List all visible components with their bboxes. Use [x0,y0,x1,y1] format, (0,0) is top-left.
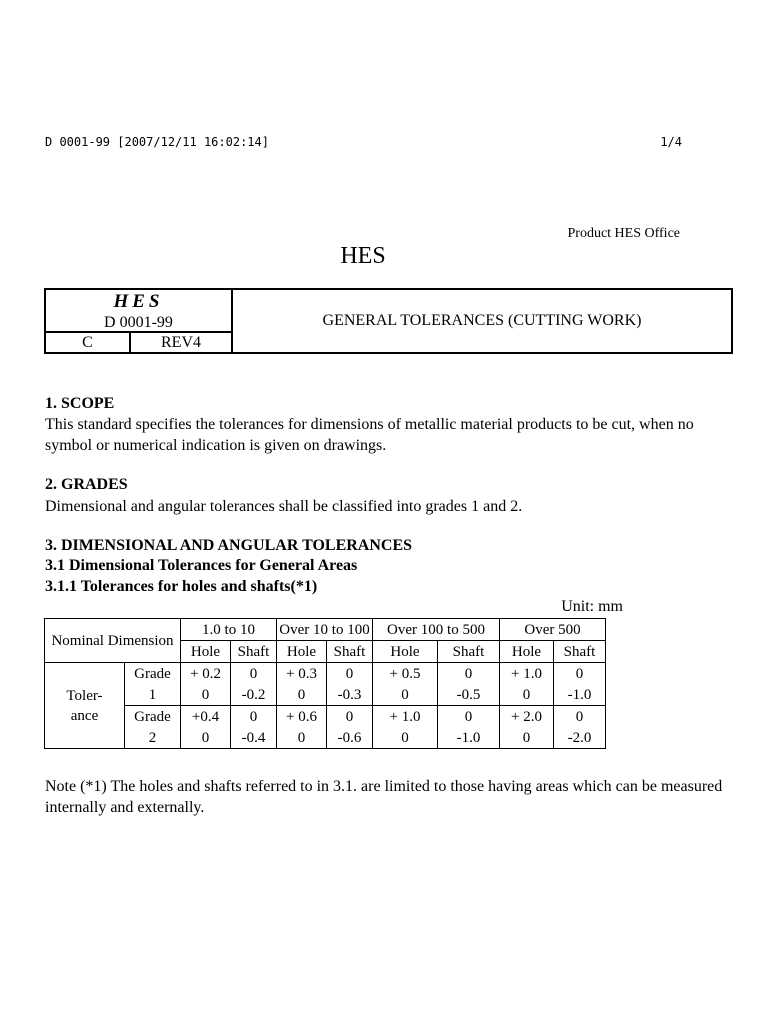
cell-value: 0 [554,663,606,685]
cell-value: 0 [327,706,373,728]
page-title: HES [340,243,386,269]
cell-value: 0 [373,727,438,749]
table-row [45,684,606,706]
cell-value: 0 [277,684,327,706]
cell-value: -1.0 [438,727,500,749]
range-header: 1.0 to 10 [181,619,277,641]
section-text-grades: Dimensional and angular tolerances shall be classified into grades 1 and 2. [45,498,523,515]
cell-value: -0.2 [231,684,277,706]
cell-value: -2.0 [554,727,606,749]
table-header-row [45,619,606,641]
cell-value: + 0.2 [181,663,231,685]
cell-value: +0.4 [181,706,231,728]
cell-value: 0 [181,727,231,749]
tolerance-table [44,618,606,749]
document-stamp: D 0001-99 [2007/12/11 16:02:14] [45,135,269,149]
cell-value: + 0.6 [277,706,327,728]
cell-value: + 1.0 [373,706,438,728]
hes-logo: HES [113,291,164,312]
shaft-header: Shaft [554,641,606,663]
document-id-panel [46,290,233,352]
section-heading-scope: 1. SCOPE [45,395,115,412]
cell-value: 0 [327,663,373,685]
cell-value: 0 [500,727,554,749]
subsection-heading-holes-shafts: 3.1.1 Tolerances for holes and shafts(*1) [45,578,318,595]
subsection-heading-general-areas: 3.1 Dimensional Tolerances for General Areas [45,557,358,574]
tolerance-row-label [45,663,125,749]
grade-number: 1 [125,684,181,706]
document-info-box [44,288,733,354]
hole-header: Hole [373,641,438,663]
range-header: Over 100 to 500 [373,619,500,641]
cell-value: -1.0 [554,684,606,706]
shaft-header: Shaft [231,641,277,663]
hole-header: Hole [181,641,231,663]
corner-header: Nominal Dimension [45,619,181,663]
grade-label: Grade [125,706,181,728]
cell-value: + 0.3 [277,663,327,685]
cell-value: 0 [231,706,277,728]
cell-value: 0 [277,727,327,749]
cell-value: -0.3 [327,684,373,706]
document-subject: GENERAL TOLERANCES (CUTTING WORK) [322,312,642,329]
cell-value: + 1.0 [500,663,554,685]
table-unit: Unit: mm [561,598,623,615]
cell-value: -0.4 [231,727,277,749]
page-number: 1/4 [660,135,682,149]
document-code: D 0001-99 [104,314,173,331]
shaft-header: Shaft [438,641,500,663]
class-revision-row [46,331,231,352]
grade-label: Grade [125,663,181,685]
cell-value: 0 [181,684,231,706]
cell-value: 0 [500,684,554,706]
shaft-header: Shaft [327,641,373,663]
document-revision: REV4 [161,334,201,351]
range-header: Over 10 to 100 [277,619,373,641]
section-text-scope: This standard specifies the tolerances for dimensions of metallic material products to be cut, when no symbol or numerical indication is given on drawings. [45,416,694,454]
cell-value: 0 [373,684,438,706]
section-heading-grades: 2. GRADES [45,476,128,493]
range-header: Over 500 [500,619,606,641]
hole-header: Hole [277,641,327,663]
table-row [45,727,606,749]
tolerance-label-line: Toler- [66,687,103,704]
cell-value: + 2.0 [500,706,554,728]
cell-value: 0 [231,663,277,685]
cell-value: -0.6 [327,727,373,749]
cell-value: -0.5 [438,684,500,706]
table-row [45,706,606,728]
issuer-office: Product HES Office [567,226,680,241]
table-row [45,663,606,685]
document-class: C [46,333,131,352]
table-footnote: Note (*1) The holes and shafts referred to in 3.1. are limited to those having areas which can be measured internally and externally. [45,778,723,816]
hole-header: Hole [500,641,554,663]
tolerance-label-line: ance [70,707,99,724]
section-heading-dimensional: 3. DIMENSIONAL AND ANGULAR TOLERANCES [45,537,413,554]
cell-value: + 0.5 [373,663,438,685]
cell-value: 0 [438,663,500,685]
cell-value: 0 [438,706,500,728]
grade-number: 2 [125,727,181,749]
cell-value: 0 [554,706,606,728]
